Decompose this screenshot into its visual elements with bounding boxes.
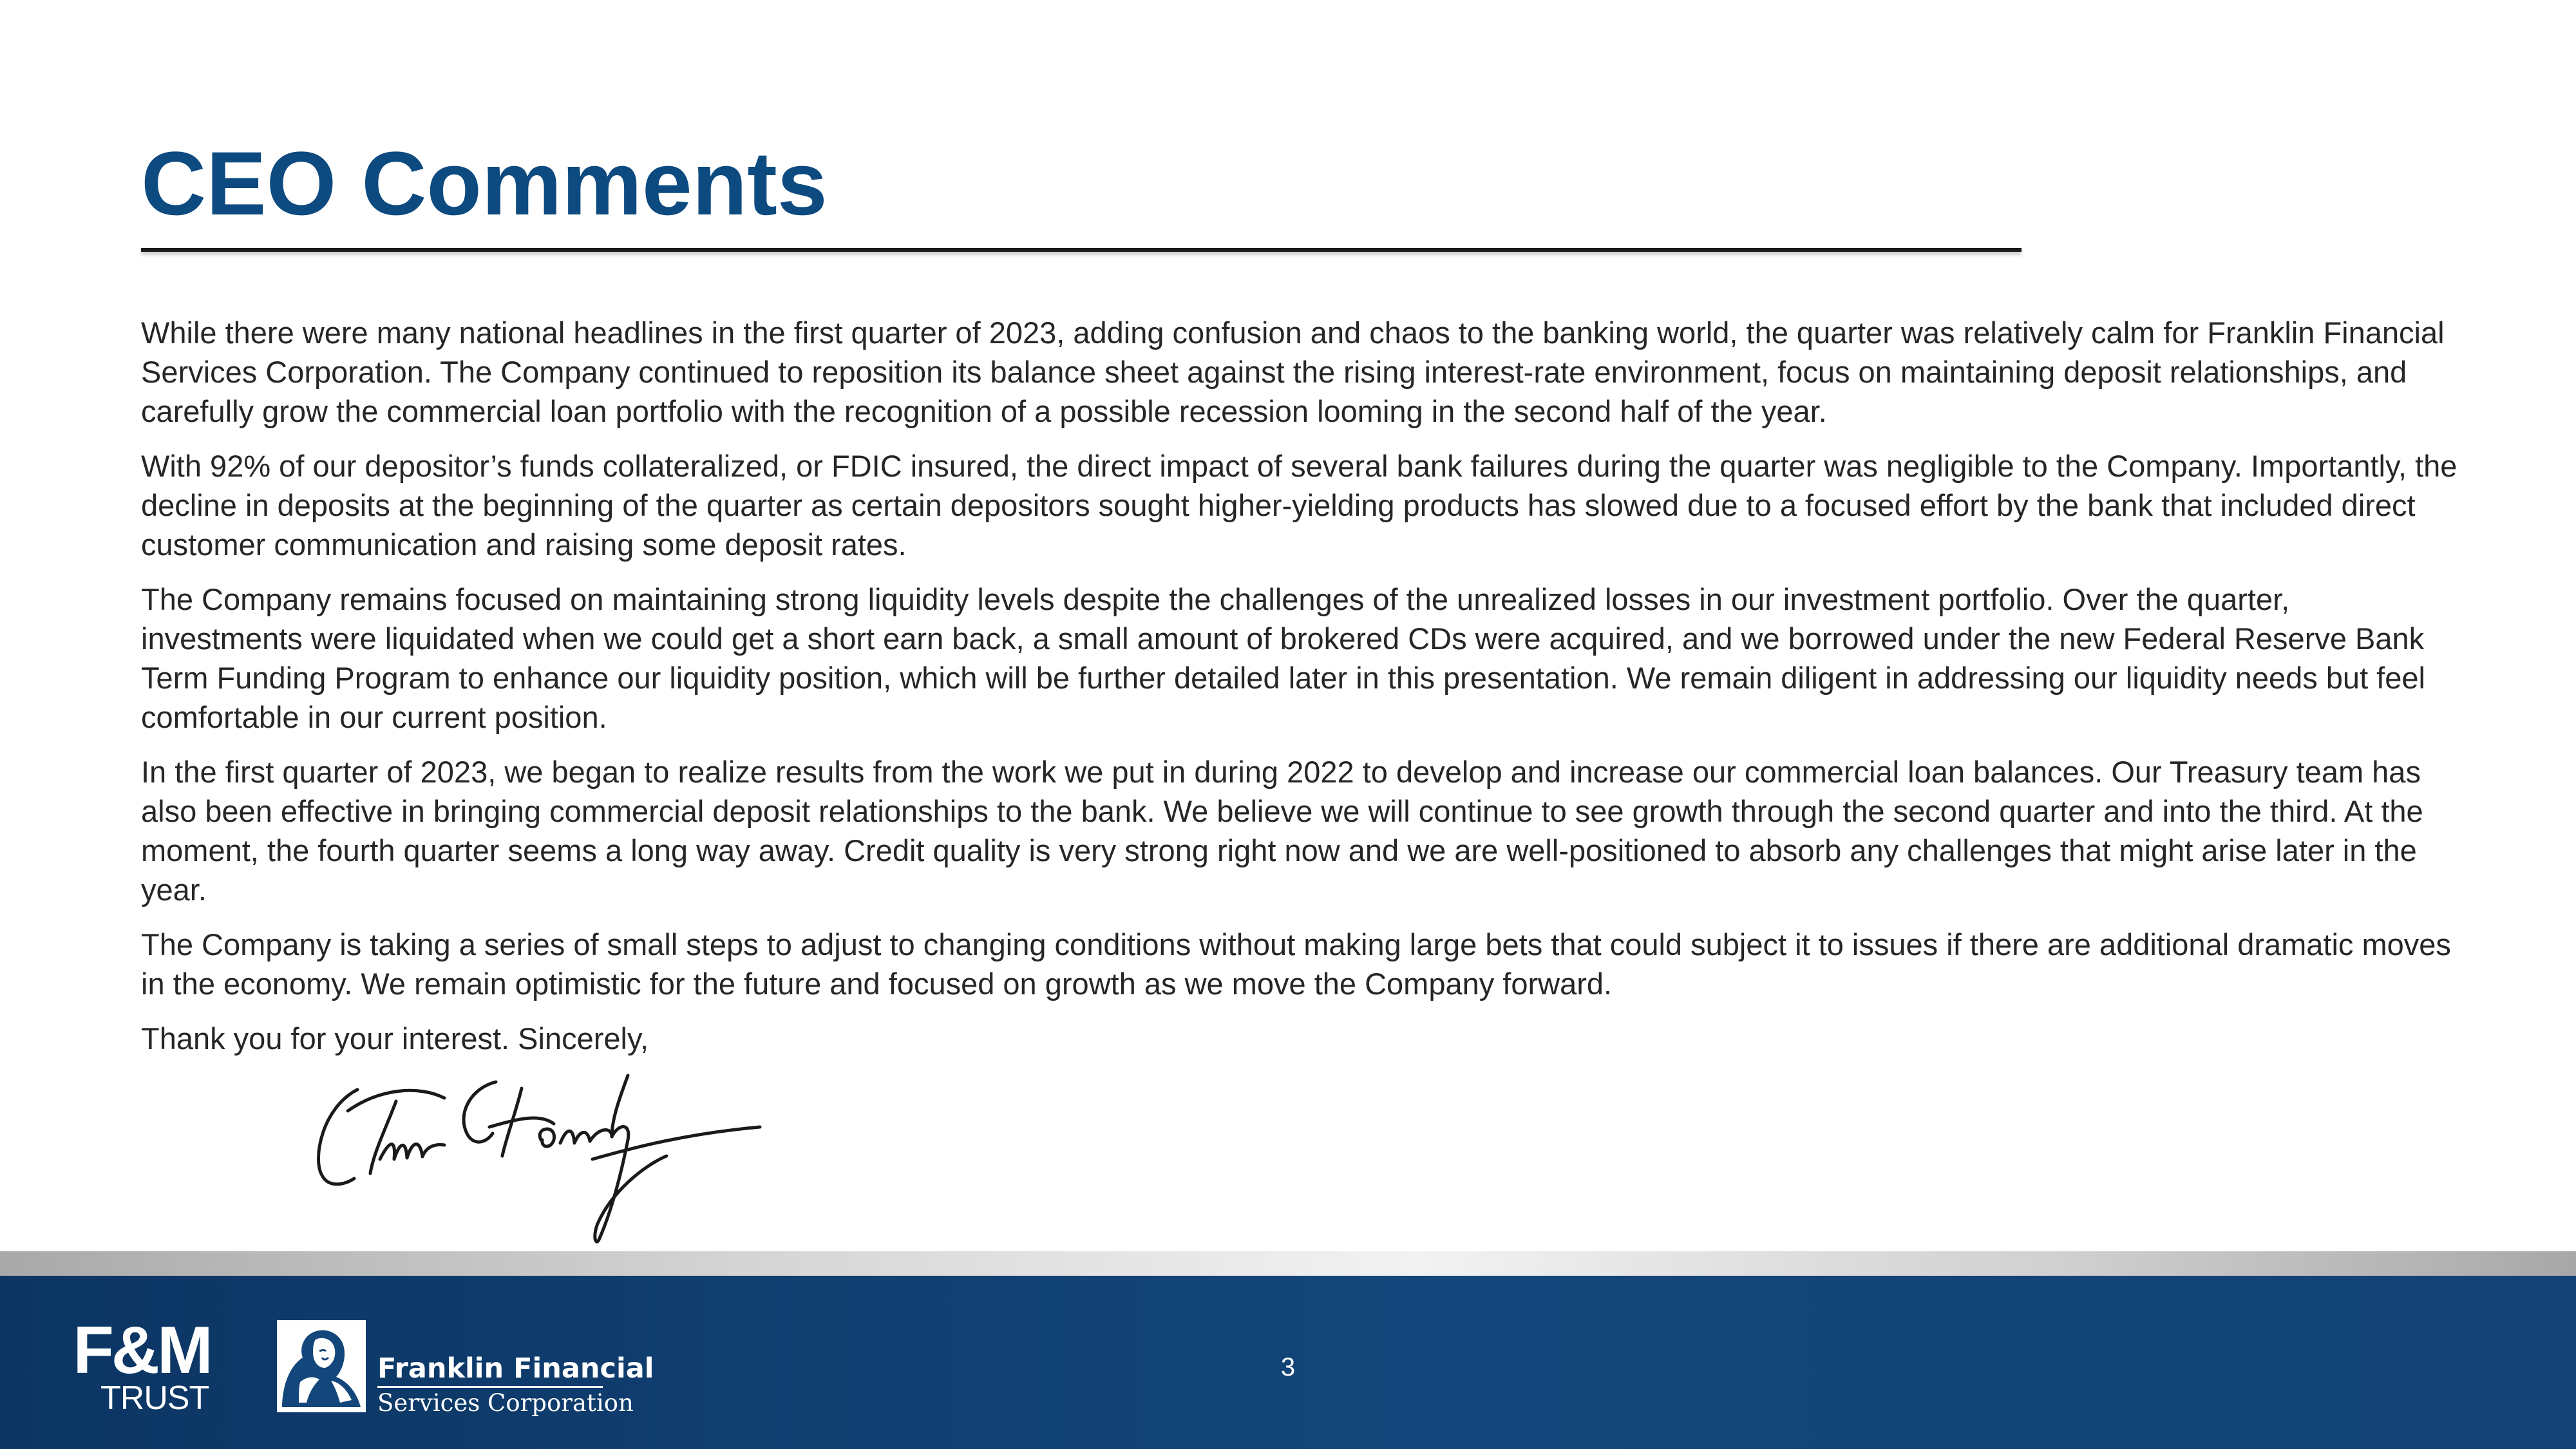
paragraph-2: With 92% of our depositor’s funds collateralized, or FDIC insured, the direct impact of several bank failures during the quarter was negligible to the Company. Importantly, the decline in deposits at the beginning of the quarter as certain depositors sought higher-yielding products has slowed due to a focused effort by the bank that included direct customer communication and raising some deposit rates.	[141, 449, 2458, 562]
signature-icon	[309, 1063, 799, 1249]
franklin-financial-name: Franklin Financial	[377, 1352, 654, 1385]
ceo-letter-body	[141, 313, 2459, 1074]
fm-logo-mark: F&M	[73, 1313, 211, 1388]
page-title: CEO Comments	[141, 133, 828, 234]
paragraph-5: The Company is taking a series of small steps to adjust to changing conditions without making large bets that could subject it to issues if there are additional dramatic moves in the economy. We remain optimistic for the future and focused on growth as we move the Company forward.	[141, 927, 2451, 1001]
paragraph-3: The Company remains focused on maintaining strong liquidity levels despite the challenges of the unrealized losses in our investment portfolio. Over the quarter, investments were liquidated when we could get a short earn back, a small amount of brokered CDs were acquired, and we borrowed under the new Federal Reserve Bank Term Funding Program to enhance our liquidity position, which will be further detailed later in this presentation. We remain diligent in addressing our liquidity needs but feel comfortable in our current position.	[141, 582, 2425, 734]
paragraph-1: While there were many national headlines in the first quarter of 2023, adding confusion and chaos to the banking world, the quarter was relatively calm for Franklin Financial Services Corporation. The Company continued to reposition its balance sheet against the rising interest-rate environment, focus on maintaining deposit relationships, and carefully grow the commercial loan portfolio with the recognition of a possible recession looming in the second half of the year.	[141, 316, 2445, 428]
fm-logo-trust: TRUST	[100, 1379, 209, 1417]
page-number: 3	[1280, 1353, 1296, 1381]
title-underline	[141, 248, 2022, 252]
paragraph-4: In the first quarter of 2023, we began to realize results from the work we put in during 2022 to develop and increase our commercial loan balances. Our Treasury team has also been effective in bringing commercial deposit relationships to the bank. We believe we will continue to see growth through the second quarter and into the third. At the moment, the fourth quarter seems a long way away. Credit quality is very strong right now and we are well-positioned to absorb any challenges that might arise later in the year.	[141, 755, 2423, 907]
franklin-portrait-icon	[277, 1320, 366, 1412]
silver-divider-band	[0, 1251, 2576, 1276]
franklin-financial-subtitle: Services Corporation	[377, 1389, 634, 1417]
closing-line: Thank you for your interest. Sincerely,	[141, 1021, 649, 1056]
fm-trust-logo	[58, 1313, 225, 1417]
